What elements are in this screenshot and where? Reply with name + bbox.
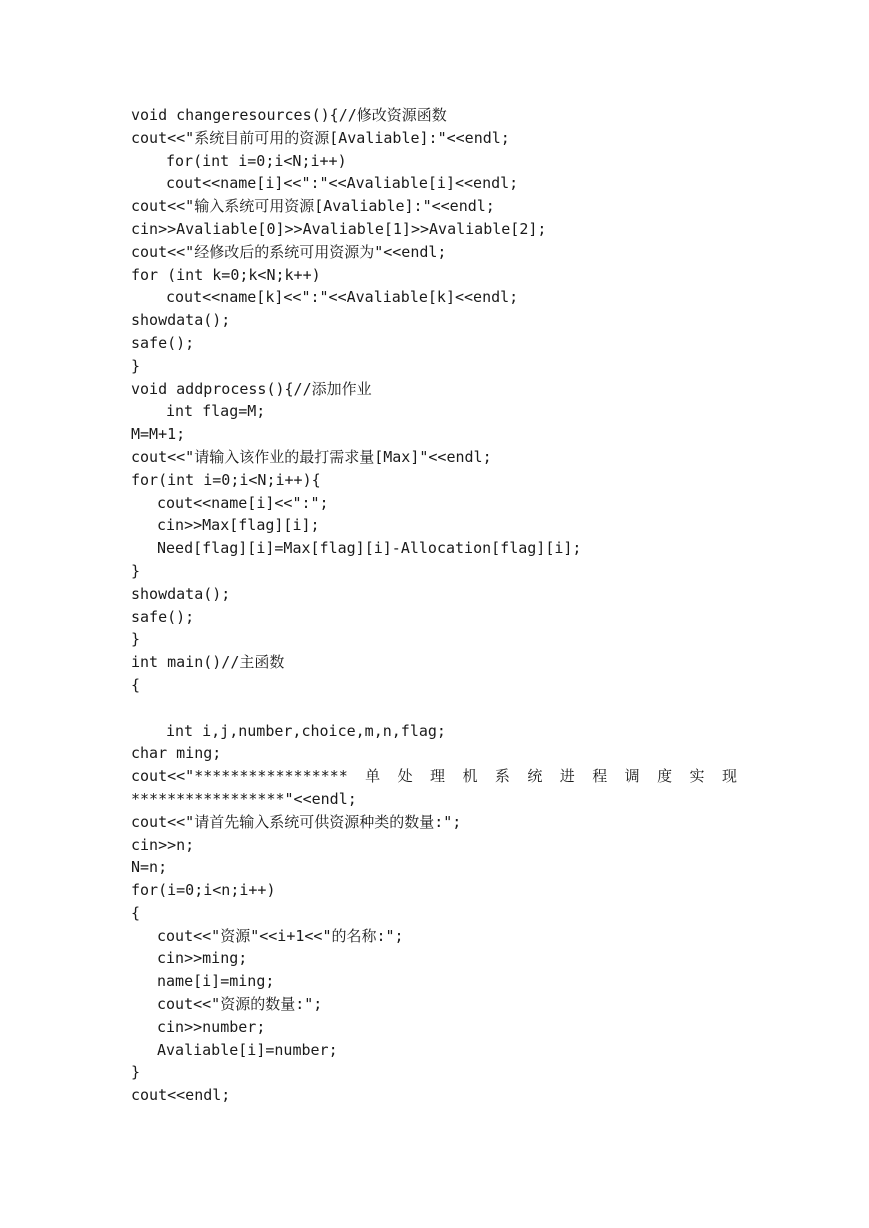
code-token: 统	[527, 767, 543, 786]
code-line: int flag=M;	[166, 402, 266, 421]
code-line: showdata();	[131, 584, 231, 603]
code-line: safe();	[131, 333, 195, 352]
code-line: void addprocess(){//添加作业	[131, 379, 372, 398]
code-line: {	[131, 675, 141, 694]
code-line: }	[131, 1063, 141, 1082]
code-line: showdata();	[131, 311, 231, 330]
code-line: char ming;	[131, 744, 222, 763]
code-line: for(int i=0;i<N;i++){	[131, 470, 321, 489]
code-line: int main()//主函数	[131, 653, 285, 672]
code-line: }	[131, 561, 141, 580]
code-line-justified	[131, 765, 737, 788]
code-line: int i,j,number,choice,m,n,flag;	[166, 721, 446, 740]
code-token: 单	[365, 767, 381, 786]
code-line: for (int k=0;k<N;k++)	[131, 265, 321, 284]
code-token: 机	[462, 767, 478, 786]
code-line: *****************"<<endl;	[131, 789, 357, 808]
code-token: 理	[430, 767, 446, 786]
code-line: cout<<endl;	[131, 1086, 231, 1105]
code-token: 调	[624, 767, 640, 786]
code-line: cout<<"输入系统可用资源[Avaliable]:"<<endl;	[131, 197, 495, 216]
code-line: }	[131, 630, 141, 649]
code-line: cout<<"资源"<<i+1<<"的名称:";	[157, 926, 404, 945]
code-listing	[131, 104, 771, 1107]
code-line: Avaliable[i]=number;	[157, 1040, 338, 1059]
code-token: 系	[494, 767, 510, 786]
code-line: cout<<"请输入该作业的最打需求量[Max]"<<endl;	[131, 447, 492, 466]
code-line: name[i]=ming;	[157, 972, 275, 991]
code-line: cout<<name[i]<<":";	[157, 493, 329, 512]
code-line: cout<<"资源的数量:";	[157, 995, 323, 1014]
code-line: N=n;	[131, 858, 168, 877]
code-token: 程	[592, 767, 608, 786]
code-line: for(i=0;i<n;i++)	[131, 881, 276, 900]
code-line: cin>>number;	[157, 1017, 266, 1036]
code-line: Need[flag][i]=Max[flag][i]-Allocation[flag][i];	[157, 539, 582, 558]
code-line: void changeresources(){//修改资源函数	[131, 106, 447, 124]
code-line: cin>>ming;	[157, 949, 248, 968]
code-line: cout<<"系统目前可用的资源[Avaliable]:"<<endl;	[131, 128, 510, 147]
code-line: cout<<"经修改后的系统可用资源为"<<endl;	[131, 242, 447, 261]
code-token: 现	[721, 767, 737, 786]
code-line: M=M+1;	[131, 425, 186, 444]
code-token: 处	[397, 767, 413, 786]
blank-line	[131, 697, 771, 720]
code-line: {	[131, 903, 141, 922]
code-token: 度	[657, 767, 673, 786]
code-token: 实	[689, 767, 705, 786]
code-line: safe();	[131, 607, 195, 626]
code-line: cout<<"请首先输入系统可供资源种类的数量:";	[131, 812, 462, 831]
code-line: cin>>n;	[131, 835, 195, 854]
code-token: cout<<"*****************	[131, 767, 348, 786]
code-line: cout<<name[k]<<":"<<Avaliable[k]<<endl;	[166, 288, 519, 307]
code-line: cin>>Avaliable[0]>>Avaliable[1]>>Avaliable[2];	[131, 219, 547, 238]
code-line: }	[131, 356, 141, 375]
code-line: cin>>Max[flag][i];	[157, 516, 320, 535]
code-line: cout<<name[i]<<":"<<Avaliable[i]<<endl;	[166, 174, 519, 193]
code-line: for(int i=0;i<N;i++)	[166, 151, 347, 170]
code-token: 进	[559, 767, 575, 786]
